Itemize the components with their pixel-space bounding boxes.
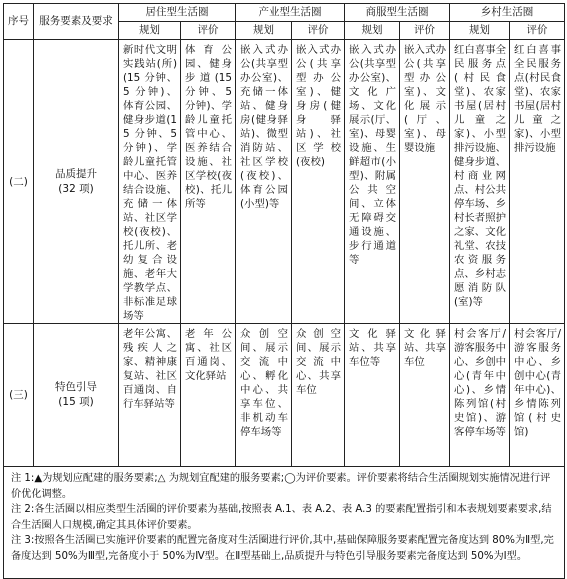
note-1: 注 1:▲为规划应配建的服务要素;△ 为规划宜配建的服务要素;◯为评价要素。评价要素将结合生活圈规划实施情况进行评价优化调整。 [11,473,551,500]
table-cell: 村会客厅/游客服务中心、乡创中心(青年中心)、乡情陈列馆(村史馆)、游客停车场等 [450,324,510,467]
header-eval: 评价 [292,22,345,40]
table-cell: 新时代文明实践站(所)(15 分钟、5 分钟)、体育公园、健身步道(15 分钟、5 分钟)、学龄儿童托管中心、医养结合设施、充储一体站、社区学校(夜校)、托儿所、老幼复合设施、老年大学教学点、非标准足球场等 [119,40,181,324]
table-row [4,324,565,467]
table-cell: 嵌入式办公(共享型办公室)、充储一体站、健身房(健身驿站)、微型消防站、社区学校(夜校)、体育公园(小型)等 [236,40,292,324]
header-plan: 规划 [236,22,292,40]
row-seq: (二) [4,40,34,324]
table-cell: 嵌入式办公(共享型办公室)、健身房(健身驿站)、社区学校(夜校) [292,40,345,324]
table-cell: 老年公寓、残疾人之家、精神康复站、社区百通岗、自行车驿站等 [119,324,181,467]
table-row [4,40,565,324]
service-elements-table-page [3,3,564,570]
notes-cell [4,467,565,579]
header-seq: 序号 [4,4,34,40]
table-cell: 众创空间、展示交流中心、孵化中心、共享车位、非机动车停车场等 [236,324,292,467]
table-cell: 众创空间、展示交流中心、共享车位 [292,324,345,467]
header-plan: 规划 [450,22,510,40]
header-eval: 评价 [400,22,450,40]
note-3: 注 3:按照各生活圈已实施评价要素的配置完备度对生活圈进行评价,其中,基础保障服务要素配置完备度达到 80%为Ⅱ型,完备度达到 50%为Ⅲ型,完备度小于 50%为Ⅳ型。在Ⅱ型基础上,品质提升与特色引导服务要素完备度达到 50%为Ⅰ型。 [11,535,554,562]
row-label-count: (15 项) [58,396,94,408]
row-label-title: 品质提升 [55,167,97,180]
row-label-title: 特色引导 [55,381,97,393]
row-label [34,324,119,467]
table-cell: 嵌入式办公(共享型办公室)、文化展示(厅、室)、母婴设施 [400,40,450,324]
table-cell: 文化驿站、共享车位 [400,324,450,467]
header-circle-industrial: 产业型生活圈 [236,4,345,22]
table-cell: 嵌入式办公(共享型办公室)、文化广场、文化展示(厅、室)、母婴设施、生鲜超市(小型)、附属公共空间、立体无障碍交通设施、步行通道等 [345,40,400,324]
header-circle-rural: 乡村生活圈 [450,4,565,22]
table-cell: 村会客厅/游客服务中心、乡创中心(青年中心)、乡情陈列馆(村史馆) [510,324,565,467]
table-cell: 体育公园、健身步道(15 分钟、5 分钟)、学龄儿童托管中心、医养结合设施、社区学校(夜校)、托儿所等 [181,40,236,324]
header-eval: 评价 [510,22,565,40]
header-row-1 [4,4,565,22]
note-2: 注 2:各生活圈以相应类型生活圈的评价要素为基础,按照表 A.1、表 A.2、表 A.3 的要素配置指引和本表规划要素要求,结合生活圈人口规模,确定其具体评价要素。 [11,504,552,531]
header-service-elements: 服务要素及要求 [34,4,119,40]
header-circle-residential: 居住型生活圈 [119,4,236,22]
table-cell: 红白喜事全民服务点(村民食堂)、农家书屋(居村儿童之家)、小型排污设施、健身步道、村商业网点、村公共停车场、乡村长者照护之家、文化礼堂、农技农资服务点、乡村志愿消防队(室)等 [450,40,510,324]
row-seq: (三) [4,324,34,467]
service-elements-table [3,3,565,579]
table-cell: 文化驿站、共享车位等 [345,324,400,467]
header-plan: 规划 [119,22,181,40]
header-plan: 规划 [345,22,400,40]
header-circle-commercial: 商服型生活圈 [345,4,450,22]
table-cell: 老年公寓、社区百通岗、文化驿站 [181,324,236,467]
row-label-count: (32 项) [58,182,94,195]
notes-row [4,467,565,579]
row-label [34,40,119,324]
table-cell: 红白喜事全民服务点(村民食堂)、农家书屋(居村儿童之家)、小型排污设施 [510,40,565,324]
header-eval: 评价 [181,22,236,40]
